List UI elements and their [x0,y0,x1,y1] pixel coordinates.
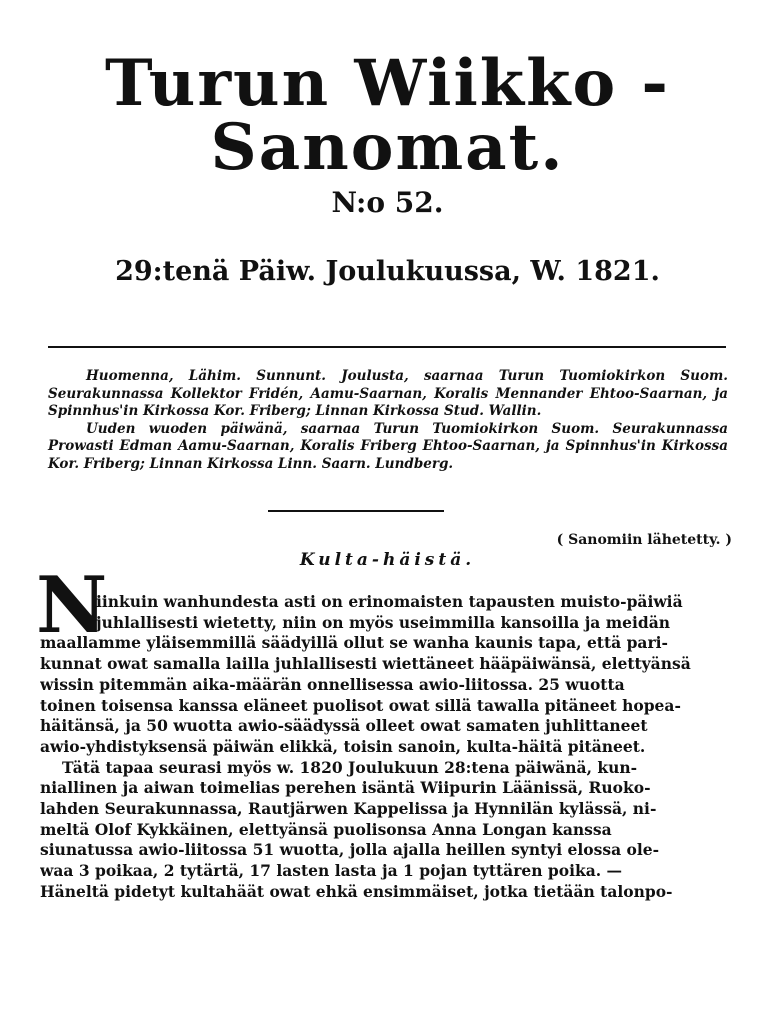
body-line: wissin pitemmän aika-määrän onnellisessa awio-liitossa. 25 wuotta [40,674,625,694]
body-line: meltä Olof Kykkäinen, elettyänsä puolisonsa Anna Longan kanssa [40,819,612,839]
sender-note: ( Sanomiin lähetetty. ) [556,532,732,548]
body-line: häitänsä, ja 50 wuotta awio-säädyssä olleet owat samaten juhlittaneet [40,716,648,736]
body-line: siunatussa awio-liitossa 51 wuotta, jolla ajalla heillen syntyi elossa ole- [40,840,660,860]
notice-new-year: Uuden wuoden päiwänä, saarnaa Turun Tuomiokirkon Suom. Seurakunnassa Prowasti Edman Aamu-Saarnan, Koralis Friberg Ehtoo-Saarnan, ja Spinnhus'in Kirkossa Kor. Friberg; Linnan Kirkossa Linn. Saarn. Lundberg. [48,420,728,472]
body-line: juhlallisesti wietetty, niin on myös useimmilla kansoilla ja meidän [96,612,671,632]
body-line: waa 3 poikaa, 2 tytärtä, 17 lasten lasta ja 1 pojan tyttären poika. — [40,861,623,881]
body-line: awio-yhdistyksensä päiwän elikkä, toisin sanoin, kulta-häitä pitäneet. [40,736,646,756]
issue-number: N:o 52. [331,186,444,219]
body-line: Häneltä pidetyt kultahäät owat ehkä ensimmäiset, jotka tietään talonpo- [40,881,673,901]
body-line: maallamme yläisemmillä säädyillä ollut se wanha kaunis tapa, että pari- [40,633,668,653]
body-line: lahden Seurakunnassa, Rautjärwen Kappelissa ja Hynnilän kylässä, ni- [40,799,657,819]
church-notices [48,368,728,473]
notice-tomorrow: Huomenna, Lähim. Sunnunt. Joulusta, saarnaa Turun Tuomiokirkon Suom. Seurakunnassa Kollektor Fridén, Aamu-Saarnan, Koralis Mennander Ehtoo-Saarnan, ja Spinnhus'in Kirkossa Kor. Friberg; Linnan Kirkossa Stud. Wallin. [48,368,728,419]
drop-cap: N [36,560,108,651]
body-line: iinkuin wanhundesta asti on erinomaisten tapausten muisto-päiwiä [96,592,683,611]
body-line: niallinen ja aiwan toimelias perehen isäntä Wiipurin Läänissä, Ruoko- [40,778,651,798]
masthead-title: Turun Wiikko - Sanomat. [105,46,670,185]
article-body [40,592,732,903]
body-line: Tätä tapaa seurasi myös w. 1820 Joulukuun 28:tena päiwänä, kun- [62,757,638,777]
section-divider [268,510,444,512]
body-line: kunnat owat samalla lailla juhlallisesti wiettäneet hääpäiwänsä, elettyänsä [40,654,691,674]
article-title: Kulta-häistä. [299,550,476,570]
issue-date: 29:tenä Päiw. Joulukuussa, W. 1821. [115,256,660,287]
body-line: toinen toisensa kanssa eläneet puolisot owat sillä tawalla pitäneet hopea- [40,695,681,715]
top-divider [48,346,726,348]
